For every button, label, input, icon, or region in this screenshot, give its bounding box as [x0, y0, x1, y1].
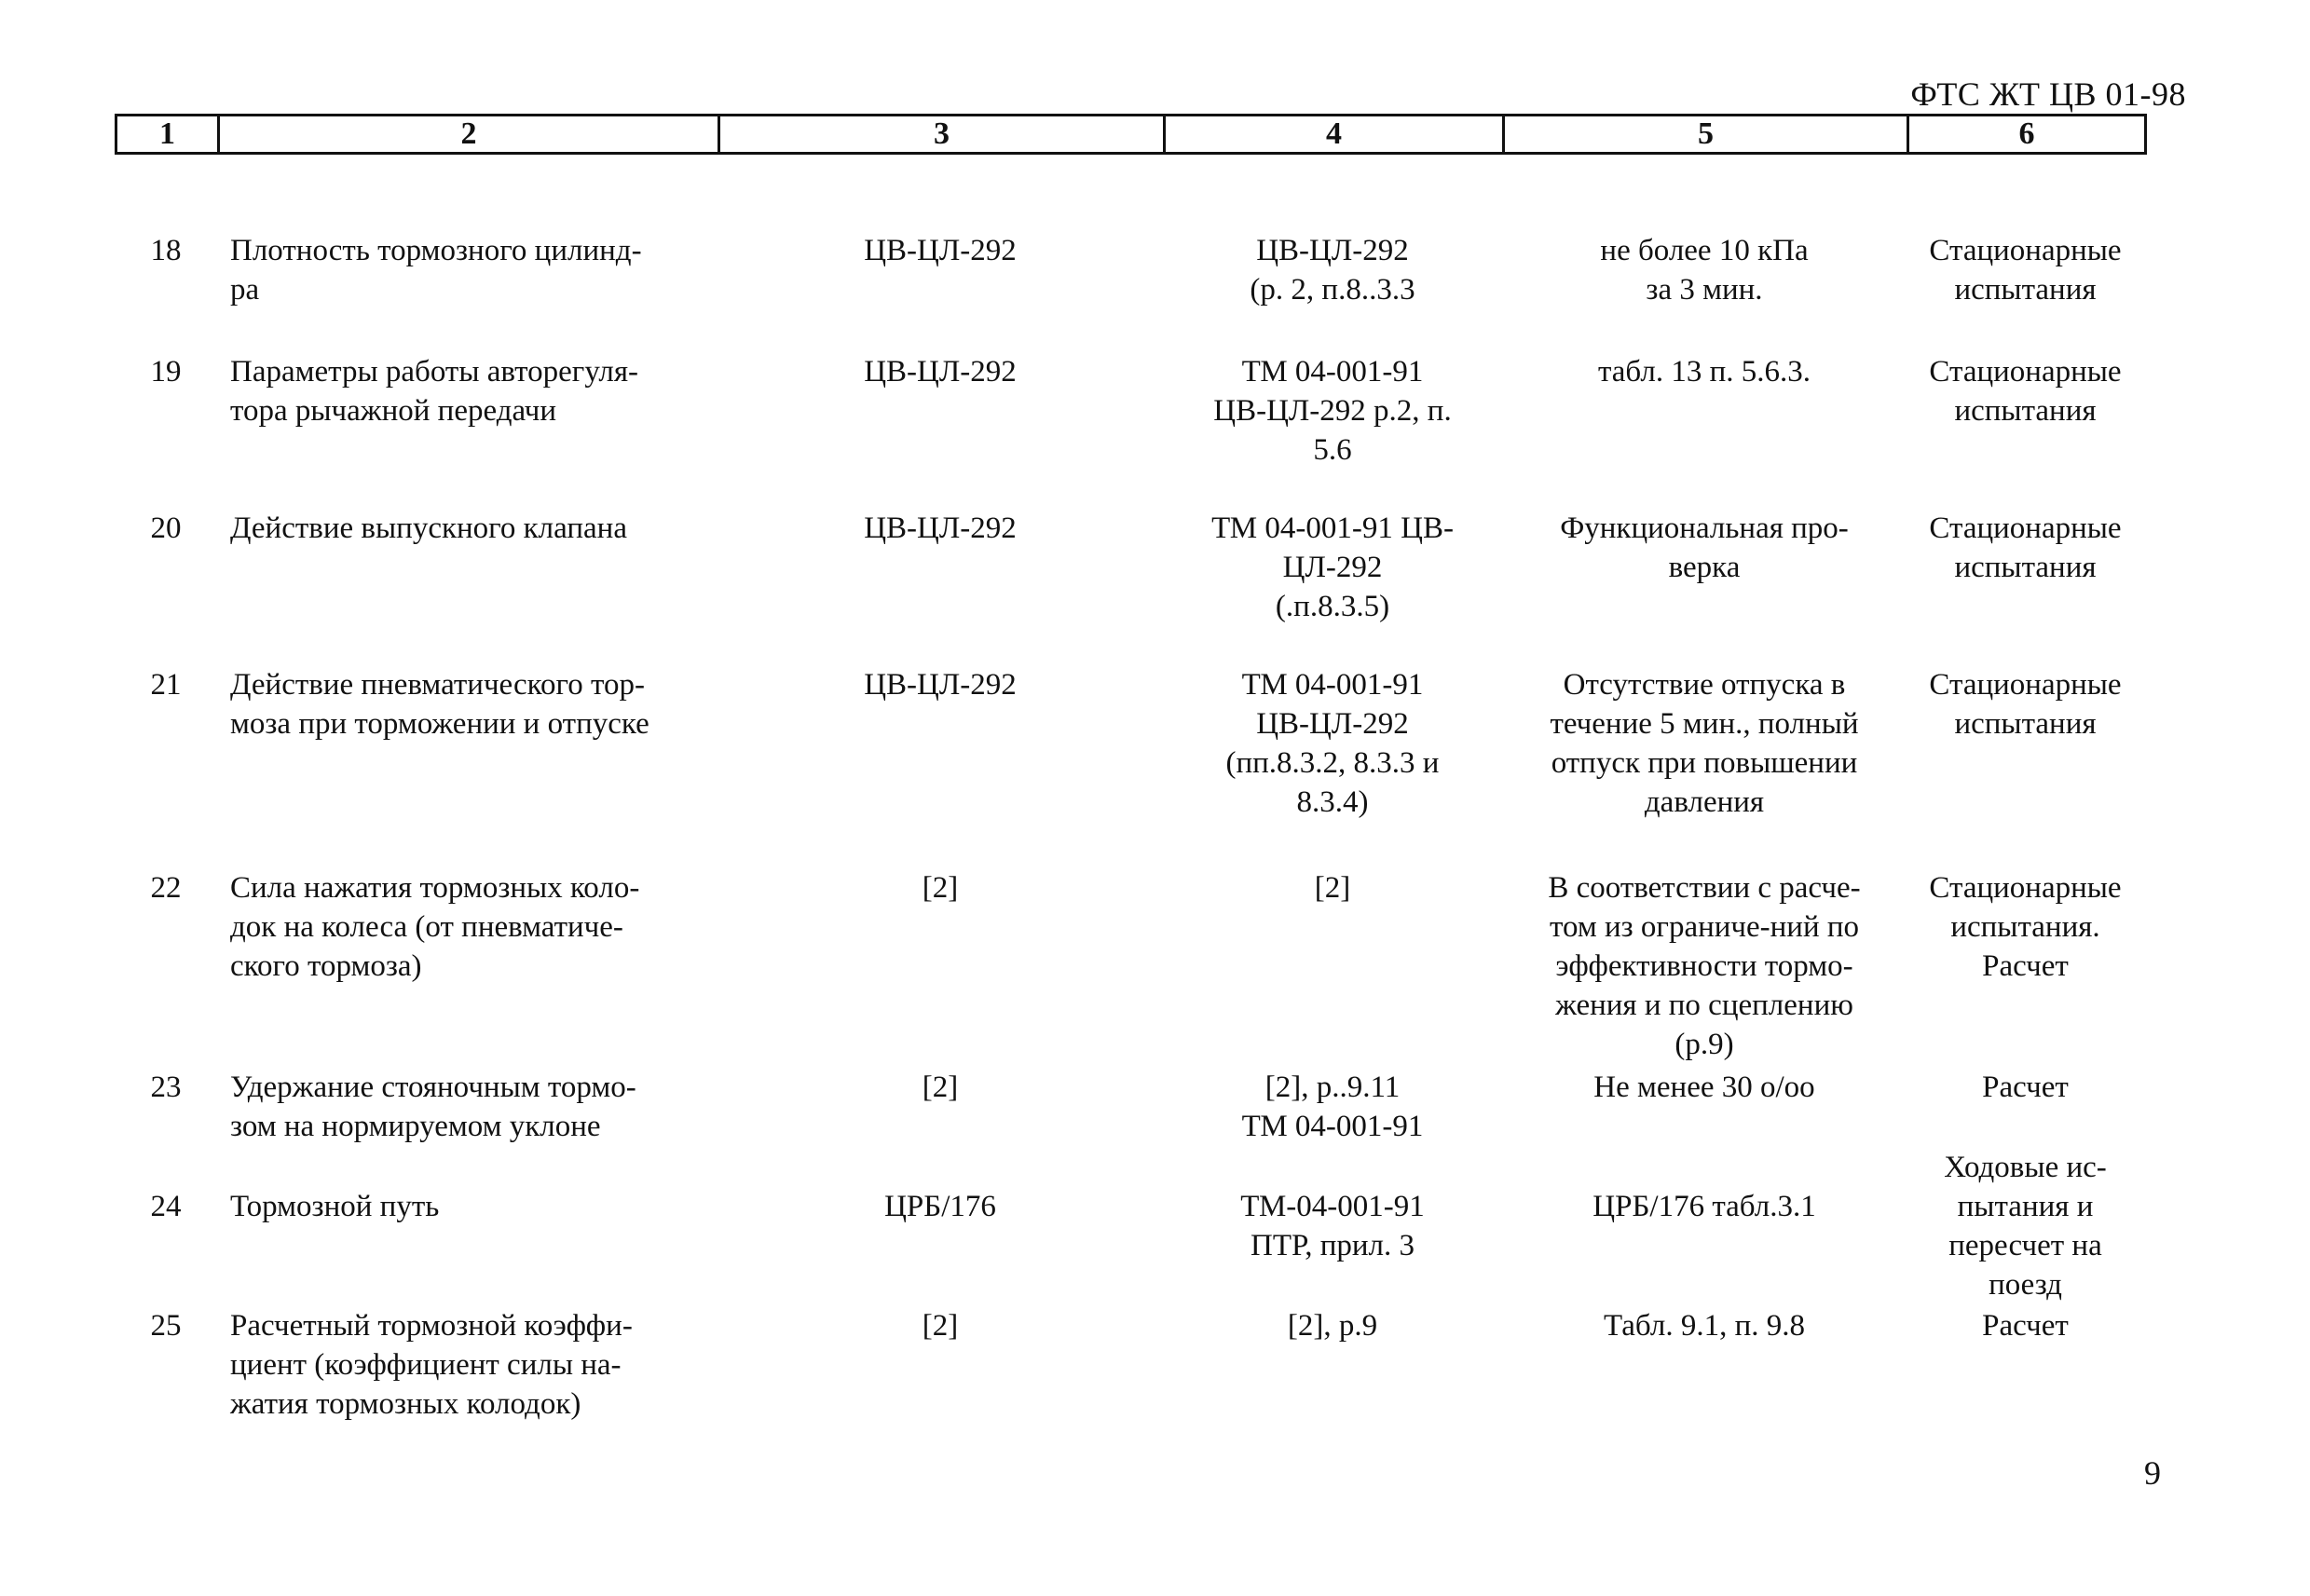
norm-value: ЦРБ/176 табл.3.1	[1592, 1190, 1816, 1223]
normative-document: [2]	[922, 1071, 959, 1104]
parameter-name: Параметры работы авторегуля- тора рычажной передачи	[230, 355, 639, 428]
row-number: 25	[150, 1309, 182, 1343]
requirements-table	[115, 231, 2144, 1424]
test-type: Стационарные испытания	[1929, 668, 2122, 741]
parameter-name: Тормозной путь	[230, 1190, 440, 1223]
test-method: [2], р..9.11 ТМ 04-001-91	[1241, 1071, 1424, 1143]
norm-value: табл. 13 п. 5.6.3.	[1597, 355, 1811, 389]
table-row	[115, 231, 2144, 352]
row-number: 23	[150, 1071, 182, 1104]
test-type: Расчет	[1982, 1071, 2069, 1104]
norm-value: Отсутствие отпуска в течение 5 мин., полный отпуск при повышении давления	[1550, 668, 1859, 819]
test-type: Стационарные испытания. Расчет	[1929, 871, 2122, 983]
table-row	[115, 665, 2144, 868]
normative-document: [2]	[922, 871, 959, 905]
column-header-6: 6	[1908, 116, 2146, 154]
column-header-3: 3	[719, 116, 1165, 154]
norm-value: Табл. 9.1, п. 9.8	[1603, 1309, 1806, 1343]
row-number: 24	[150, 1190, 182, 1223]
norm-value: Не менее 30 о/оо	[1593, 1071, 1815, 1104]
test-method: ТМ 04-001-91 ЦВ-ЦЛ-292 р.2, п. 5.6	[1213, 355, 1452, 467]
normative-document: ЦВ-ЦЛ-292	[864, 355, 1017, 389]
test-method: ЦВ-ЦЛ-292 (р. 2, п.8..3.3	[1250, 234, 1415, 307]
norm-value: В соответствии с расче- том из ограниче-ний по эффективности тормо- жения и по сцеплению (р.9)	[1548, 871, 1861, 1061]
parameter-name: Расчетный тормозной коэффи- циент (коэффициент силы на- жатия тормозных колодок)	[230, 1309, 633, 1421]
row-number: 19	[150, 355, 182, 389]
column-header-1: 1	[116, 116, 219, 154]
column-header-table	[115, 114, 2147, 155]
table-row	[115, 509, 2144, 665]
table-row	[115, 352, 2144, 509]
parameter-name: Удержание стояночным тормо- зом на нормируемом уклоне	[230, 1071, 636, 1143]
table-row	[115, 1148, 2144, 1306]
normative-document: ЦВ-ЦЛ-292	[864, 512, 1017, 545]
row-number: 21	[150, 668, 182, 702]
test-method: [2]	[1314, 871, 1351, 905]
column-header-5: 5	[1504, 116, 1908, 154]
test-type: Ходовые ис- пытания и пересчет на поезд	[1944, 1151, 2107, 1302]
page-number: 9	[2144, 1454, 2161, 1492]
parameter-name: Действие выпускного клапана	[230, 512, 627, 545]
test-method: ТМ-04-001-91 ПТР, прил. 3	[1240, 1190, 1425, 1262]
test-type: Стационарные испытания	[1929, 355, 2122, 428]
table-row	[115, 1306, 2144, 1424]
parameter-name: Плотность тормозного цилинд- ра	[230, 234, 642, 307]
normative-document: ЦВ-ЦЛ-292	[864, 668, 1017, 702]
normative-document: ЦВ-ЦЛ-292	[864, 234, 1017, 267]
document-code: ФТС ЖТ ЦВ 01-98	[1910, 75, 2186, 113]
test-method: ТМ 04-001-91 ЦВ- ЦЛ-292 (.п.8.3.5)	[1211, 512, 1454, 623]
parameter-name: Сила нажатия тормозных коло- док на колеса (от пневматиче- ского тормоза)	[230, 871, 640, 983]
parameter-name: Действие пневматического тор- моза при торможении и отпуске	[230, 668, 649, 741]
normative-document: ЦРБ/176	[884, 1190, 996, 1223]
row-number: 20	[150, 512, 182, 545]
column-header-2: 2	[219, 116, 719, 154]
test-method: ТМ 04-001-91 ЦВ-ЦЛ-292 (пп.8.3.2, 8.3.3 и 8.3.4)	[1225, 668, 1440, 819]
test-type: Стационарные испытания	[1929, 234, 2122, 307]
table-row	[115, 1068, 2144, 1148]
row-number: 22	[150, 871, 182, 905]
normative-document: [2]	[922, 1309, 959, 1343]
table-row	[115, 868, 2144, 1068]
test-type: Расчет	[1982, 1309, 2069, 1343]
norm-value: Функциональная про- верка	[1560, 512, 1849, 584]
test-type: Стационарные испытания	[1929, 512, 2122, 584]
column-header-4: 4	[1165, 116, 1504, 154]
test-method: [2], р.9	[1287, 1309, 1378, 1343]
norm-value: не более 10 кПа за 3 мин.	[1600, 234, 1809, 307]
row-number: 18	[150, 234, 182, 267]
column-header-row	[116, 116, 2146, 154]
